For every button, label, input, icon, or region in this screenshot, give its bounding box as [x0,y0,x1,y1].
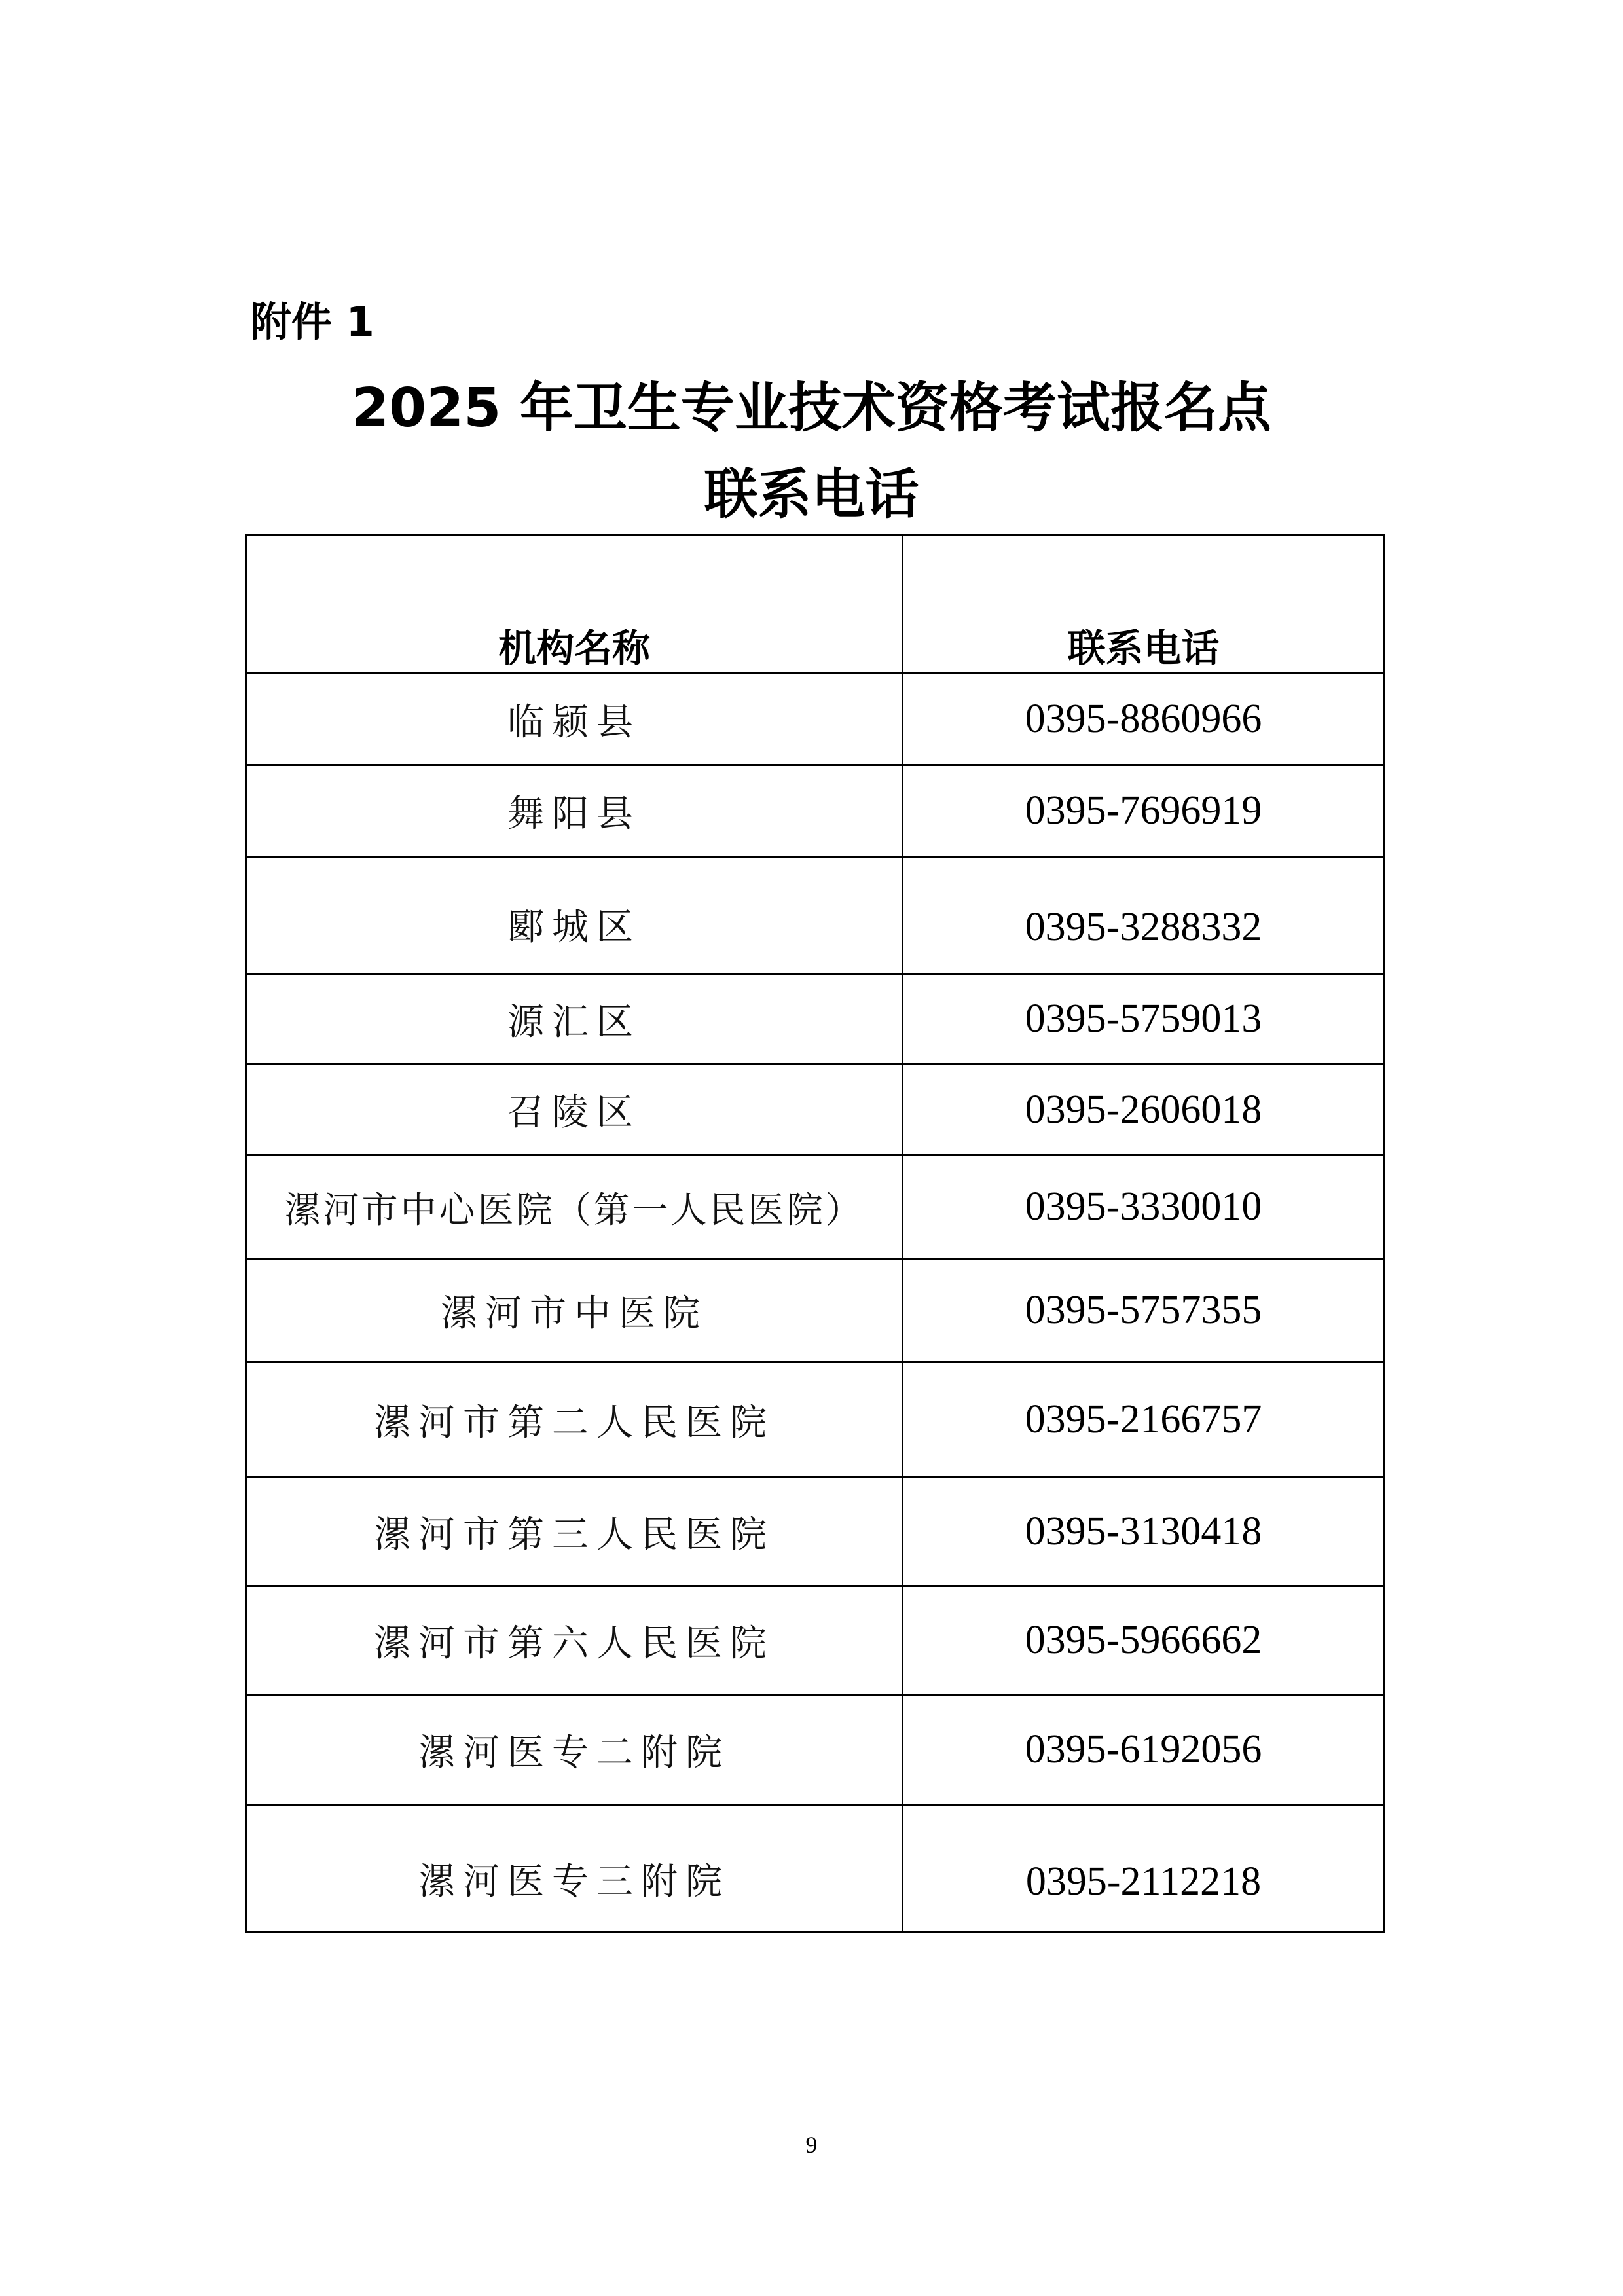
table-row [246,1695,1385,1805]
table-row [246,1156,1385,1259]
institution-name: 漯河医专二附院 [246,1695,903,1805]
attachment-label: 附件 1 [251,298,374,346]
institution-name: 漯河市第二人民医院 [246,1362,903,1478]
table-row [246,1805,1385,1933]
table-row [246,674,1385,765]
table-row [246,974,1385,1065]
table-row [246,1065,1385,1156]
contact-phone: 0395-5757355 [903,1259,1385,1362]
contact-phone: 0395-8860966 [903,674,1385,765]
table-row [246,1586,1385,1695]
institution-name: 舞阳县 [246,765,903,857]
institution-name: 漯河市中医院 [246,1259,903,1362]
contact-phone: 0395-3130418 [903,1478,1385,1586]
table-row [246,1362,1385,1478]
contact-phone: 0395-5966662 [903,1586,1385,1695]
contact-table [245,534,1385,1933]
header-contact-phone: 联系电话 [903,535,1385,674]
document-title-line-2: 联系电话 [704,464,919,526]
institution-name: 临颍县 [246,674,903,765]
contact-phone: 0395-3330010 [903,1156,1385,1259]
contact-phone: 0395-7696919 [903,765,1385,857]
institution-name: 漯河市第六人民医院 [246,1586,903,1695]
institution-name: 漯河市中心医院（第一人民医院） [246,1156,903,1259]
contact-phone: 0395-3288332 [903,857,1385,974]
contact-phone: 0395-2606018 [903,1065,1385,1156]
page-number: 9 [805,2132,818,2158]
table-row [246,857,1385,974]
institution-name: 源汇区 [246,974,903,1065]
contact-phone: 0395-2166757 [903,1362,1385,1478]
table-row [246,765,1385,857]
table-header-row [246,535,1385,674]
table-row [246,1259,1385,1362]
header-institution-name: 机构名称 [246,535,903,674]
document-title-line-1: 2025 年卫生专业技术资格考试报名点 [352,377,1271,439]
institution-name: 召陵区 [246,1065,903,1156]
institution-name: 郾城区 [246,857,903,974]
institution-name: 漯河市第三人民医院 [246,1478,903,1586]
contact-phone: 0395-2112218 [903,1805,1385,1933]
contact-phone: 0395-6192056 [903,1695,1385,1805]
contact-phone: 0395-5759013 [903,974,1385,1065]
institution-name: 漯河医专三附院 [246,1805,903,1933]
table-row [246,1478,1385,1586]
